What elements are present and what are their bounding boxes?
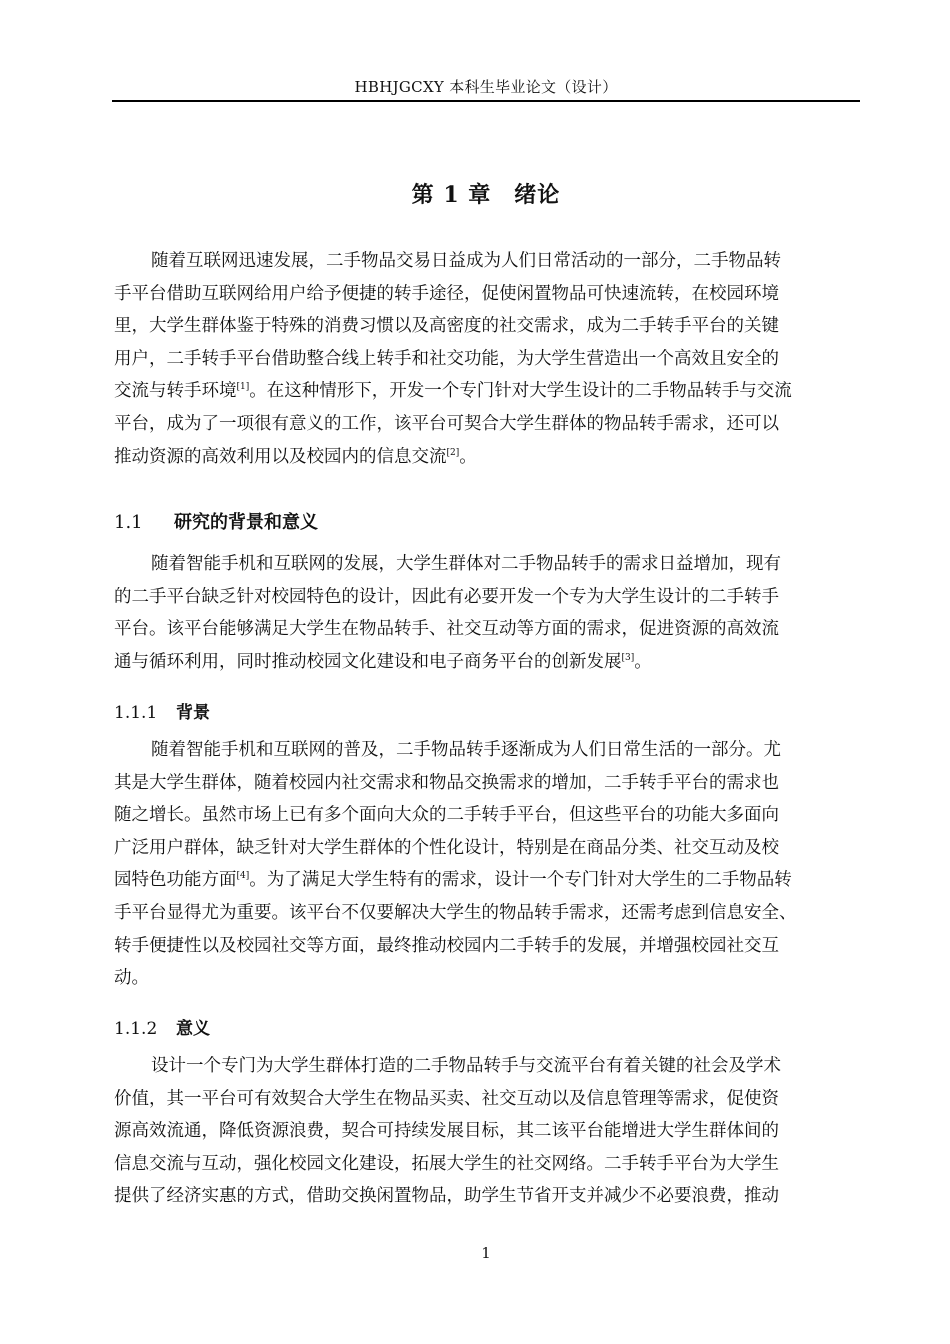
section-number: 1.1.2 [114, 1019, 158, 1039]
citation: [3] [621, 652, 635, 663]
text-line: 随着智能手机和互联网的发展，大学生群体对二手物品转手的需求日益增加，现有 [151, 554, 781, 574]
text-line: 用户，二手转手平台借助整合线上转手和社交功能，为大学生营造出一个高效且安全的 [114, 348, 779, 369]
text-line: 手平台显得尤为重要。该平台不仅要解决大学生的物品转手需求，还需考虑到信息安全、 [114, 902, 797, 923]
section-heading-1-1-1 [114, 698, 210, 723]
text-line: 广泛用户群体，缺乏针对大学生群体的个性化设计，特别是在商品分类、社交互动及校 [114, 837, 779, 858]
text-line: 随着互联网迅速发展，二手物品交易日益成为人们日常活动的一部分，二手物品转 [151, 251, 781, 271]
text-line: 推动资源的高效利用以及校园内的信息交流[2]。 [114, 446, 477, 467]
section-title: 背景 [176, 703, 210, 723]
header-rule [112, 100, 860, 102]
section-1-1-2-paragraph [114, 1050, 860, 1213]
text-line: 信息交流与互动，强化校园文化建设，拓展大学生的社交网络。二手转手平台为大学生 [114, 1153, 779, 1174]
section-heading-1-1-2 [114, 1014, 210, 1039]
text-line: 手平台借助互联网给用户给予便捷的转手途径，促使闲置物品可快速流转，在校园环境 [114, 283, 779, 304]
citation: [2] [446, 447, 460, 458]
text-line: 随之增长。虽然市场上已有多个面向大众的二手转手平台，但这些平台的功能大多面向 [114, 805, 779, 826]
citation: [1] [236, 382, 250, 393]
running-header: HBHJGCXY 本科生毕业论文（设计） [354, 78, 618, 96]
text-line: 源高效流通，降低资源浪费，契合可持续发展目标，其二该平台能增进大学生群体间的 [114, 1121, 779, 1142]
section-number: 1.1.1 [114, 703, 158, 723]
page-number: 1 [481, 1244, 491, 1262]
citation: [4] [236, 871, 250, 882]
section-1-1-paragraph [114, 548, 860, 678]
intro-paragraph [114, 245, 860, 473]
text-line: 平台。该平台能够满足大学生在物品转手、社交互动等方面的需求，促进资源的高效流 [114, 619, 779, 640]
text-line: 交流与转手环境[1]。在这种情形下，开发一个专门针对大学生设计的二手物品转手与交流 [114, 381, 792, 402]
section-title: 意义 [176, 1019, 210, 1039]
text-line: 随着智能手机和互联网的普及，二手物品转手逐渐成为人们日常生活的一部分。尤 [151, 740, 781, 760]
text-line: 提供了经济实惠的方式，借助交换闲置物品，助学生节省开支并减少不必要浪费，推动 [114, 1186, 779, 1207]
text-line: 的二手平台缺乏针对校园特色的设计，因此有必要开发一个专为大学生设计的二手转手 [114, 586, 779, 607]
text-line: 里，大学生群体鉴于特殊的消费习惯以及高密度的社交需求，成为二手转手平台的关键 [114, 316, 779, 337]
chapter-title: 第 1 章 绪论 [411, 182, 561, 208]
text-line: 平台，成为了一项很有意义的工作，该平台可契合大学生群体的物品转手需求，还可以 [114, 413, 779, 434]
text-line: 其是大学生群体，随着校园内社交需求和物品交换需求的增加，二手转手平台的需求也 [114, 772, 779, 793]
section-1-1-1-paragraph [114, 734, 860, 995]
text-line: 设计一个专门为大学生群体打造的二手物品转手与交流平台有着关键的社会及学术 [151, 1056, 781, 1076]
section-number: 1.1 [114, 512, 143, 533]
text-line: 转手便捷性以及校园社交等方面，最终推动校园内二手转手的发展，并增强校园社交互 [114, 935, 779, 956]
section-title: 研究的背景和意义 [174, 512, 318, 533]
text-line: 价值，其一平台可有效契合大学生在物品买卖、社交互动以及信息管理等需求，促使资 [114, 1088, 779, 1109]
text-line: 园特色功能方面[4]。为了满足大学生特有的需求，设计一个专门针对大学生的二手物品转 [114, 870, 792, 891]
text-line: 通与循环利用，同时推动校园文化建设和电子商务平台的创新发展[3]。 [114, 651, 652, 672]
text-line: 动。 [114, 968, 149, 989]
section-heading-1-1 [114, 508, 318, 534]
